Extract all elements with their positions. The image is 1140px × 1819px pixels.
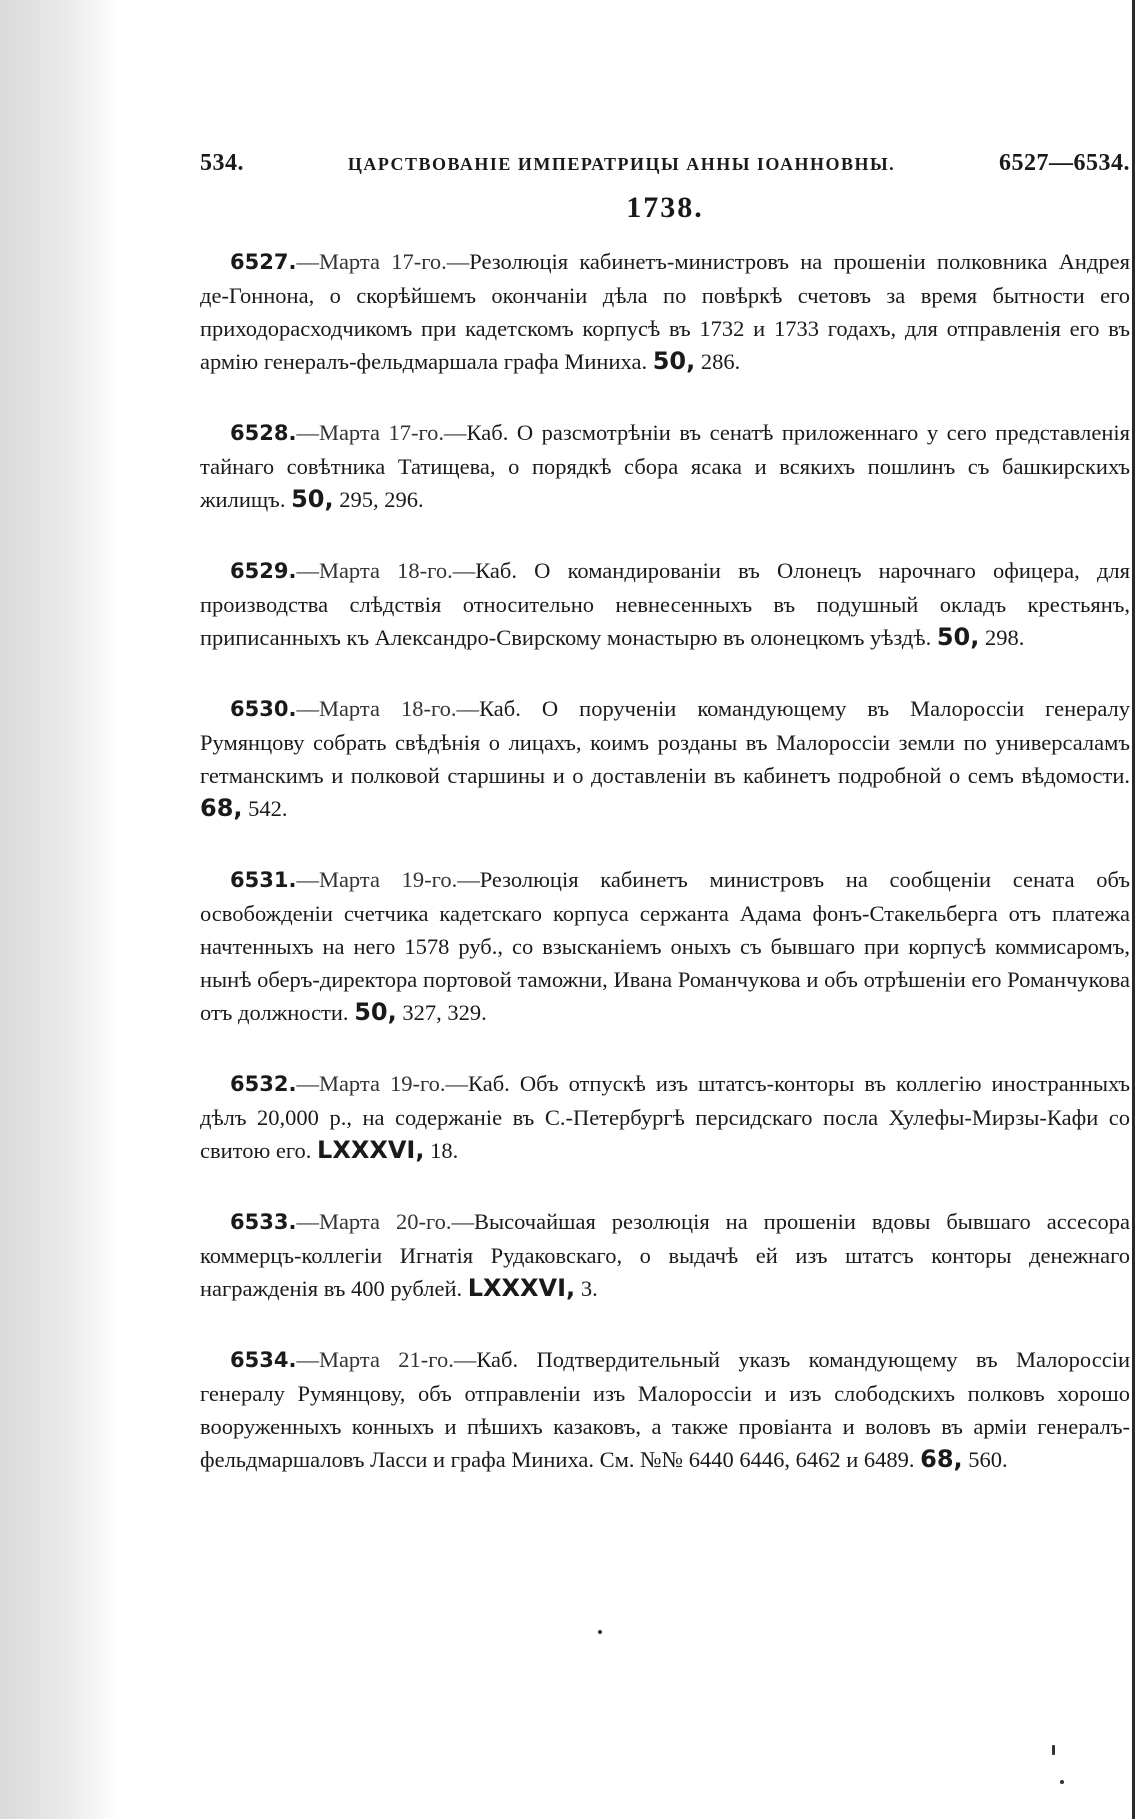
entry-text: Каб. О командированіи въ Олонецъ нарочнаго офицера, для производства слѣдствія относительно невнесенныхъ въ подушный окладъ крестьянъ, приписанныхъ къ Александро-Свирскому монастырю въ олонецкомъ уѣздѣ. [200, 558, 1130, 650]
entry-volume-ref: LXXXVI, [317, 1136, 425, 1164]
entry-6530 [200, 692, 1130, 825]
book-page [200, 150, 1130, 1514]
entry-date: —Марта 18-го.— [296, 558, 476, 583]
page-edge-rule [1132, 0, 1135, 1819]
entry-number: 6530. [230, 697, 297, 721]
entry-6527 [200, 245, 1130, 378]
entry-date: —Марта 17-го.— [296, 420, 467, 445]
entry-text: Резолюція кабинетъ-министровъ на прошеніи полковника Андрея де-Гоннона, о скорѣйшемъ окончаніи дѣла по повѣркѣ счетовъ за время бытности его приходорасходчикомъ при кадетскомъ корпусѣ въ 1732 и 1733 годахъ, для отправленія его въ армію генералъ-фельдмаршала графа Миниха. [200, 249, 1131, 374]
entry-text: Каб. Подтвердительный указъ командующему въ Малороссіи генералу Румянцову, объ отправленіи изъ Малороссіи и изъ слободскихъ полковъ хорошо вооруженныхъ конныхъ и пѣшихъ казаковъ, а также провіанта и воловъ въ арміи генералъ-фельдмаршаловъ Ласси и графа Миниха. См. №№ 6440 6446, 6462 и 6489. [200, 1347, 1130, 1472]
entry-number: 6528. [230, 421, 297, 445]
entry-6533 [200, 1205, 1130, 1305]
entry-volume-ref: LXXXVI, [467, 1274, 576, 1302]
entry-pages: 18. [430, 1138, 459, 1163]
entry-date: —Марта 19-го.— [296, 867, 480, 892]
year-heading: 1738. [626, 191, 704, 224]
entry-text: Резолюція кабинетъ министровъ на сообщеніи сената объ освобожденіи счетчика кадетскаго корпуса сержанта Адама фонъ-Стакельберга отъ платежа начтенныхъ на него 1578 руб., со взысканіемъ оныхъ съ бывшаго при корпусѣ коммисаромъ, нынѣ оберъ-директора портовой таможни, Ивана Романчукова и объ отрѣшеніи его Романчукова отъ должности. [200, 867, 1131, 1025]
entry-number: 6529. [230, 559, 297, 583]
scan-speck [1052, 1745, 1055, 1755]
entry-6531 [200, 863, 1130, 1029]
entry-text: Каб. О порученіи командующему въ Малороссіи генералу Румянцову собрать свѣдѣнія о лицахъ, коимъ розданы въ Малороссіи земли по универсаламъ гетманскимъ и полковой старшины и о доставленіи въ кабинетъ подробной о семъ вѣдомости. [200, 696, 1131, 788]
entry-date: —Марта 18-го.— [296, 696, 480, 721]
entry-number: 6534. [230, 1348, 297, 1372]
running-header [200, 150, 1130, 177]
entry-text: Каб. О разсмотрѣніи въ сенатѣ приложеннаго у сего представленія тайнаго совѣтника Татищева, о порядкѣ сбора ясака и всякихъ пошлинъ съ башкирскихъ жилищъ. [200, 420, 1130, 512]
entry-volume-ref: 50, [936, 623, 980, 651]
entry-6534 [200, 1343, 1130, 1476]
entry-volume-ref: 50, [652, 347, 696, 375]
entry-date: —Марта 21-го.— [296, 1347, 477, 1372]
entry-pages: 542. [248, 796, 288, 821]
entry-number: 6531. [230, 868, 297, 892]
entry-number: 6532. [230, 1072, 297, 1096]
entry-date: —Марта 20-го.— [296, 1209, 475, 1234]
page-number: 534. [200, 150, 244, 176]
scan-speck [1060, 1780, 1064, 1784]
reign-title: ЦАРСТВОВАНІЕ ИМПЕРАТРИЦЫ АННЫ ІОАННОВНЫ. [347, 154, 896, 174]
entry-date: —Марта 17-го.— [296, 249, 470, 274]
entry-date: —Марта 19-го.— [296, 1071, 469, 1096]
entry-range: 6527—6534. [999, 150, 1130, 176]
entry-number: 6533. [230, 1210, 297, 1234]
entry-pages: 298. [984, 625, 1025, 650]
scan-speck [598, 1630, 602, 1634]
entry-6532 [200, 1067, 1130, 1167]
entry-volume-ref: 68, [200, 794, 243, 822]
entry-volume-ref: 50, [354, 998, 397, 1026]
entry-pages: 286. [700, 349, 741, 374]
entry-6529 [200, 554, 1130, 654]
entry-text: Каб. Объ отпускѣ изъ штатсъ-конторы въ коллегію иностранныхъ дѣлъ 20,000 р., на содержаніе въ С.-Петербургѣ персидскаго посла Хулефы-Мирзы-Кафи со свитою его. [200, 1071, 1130, 1163]
entry-pages: 295, 296. [339, 487, 424, 512]
entry-number: 6527. [230, 250, 297, 274]
entry-pages: 560. [968, 1447, 1008, 1472]
scan-edge-shadow [0, 0, 120, 1819]
entry-text: Высочайшая резолюція на прошеніи вдовы бывшаго ассесора коммерцъ-коллегіи Игнатія Рудаковскаго, о выдачѣ ей изъ штатсъ конторы денежнаго награжденія въ 400 рублей. [200, 1209, 1131, 1301]
entry-pages: 3. [580, 1276, 598, 1301]
entry-6528 [200, 416, 1130, 516]
entry-volume-ref: 68, [920, 1445, 963, 1473]
entry-volume-ref: 50, [291, 485, 334, 513]
entry-pages: 327, 329. [402, 1000, 487, 1025]
